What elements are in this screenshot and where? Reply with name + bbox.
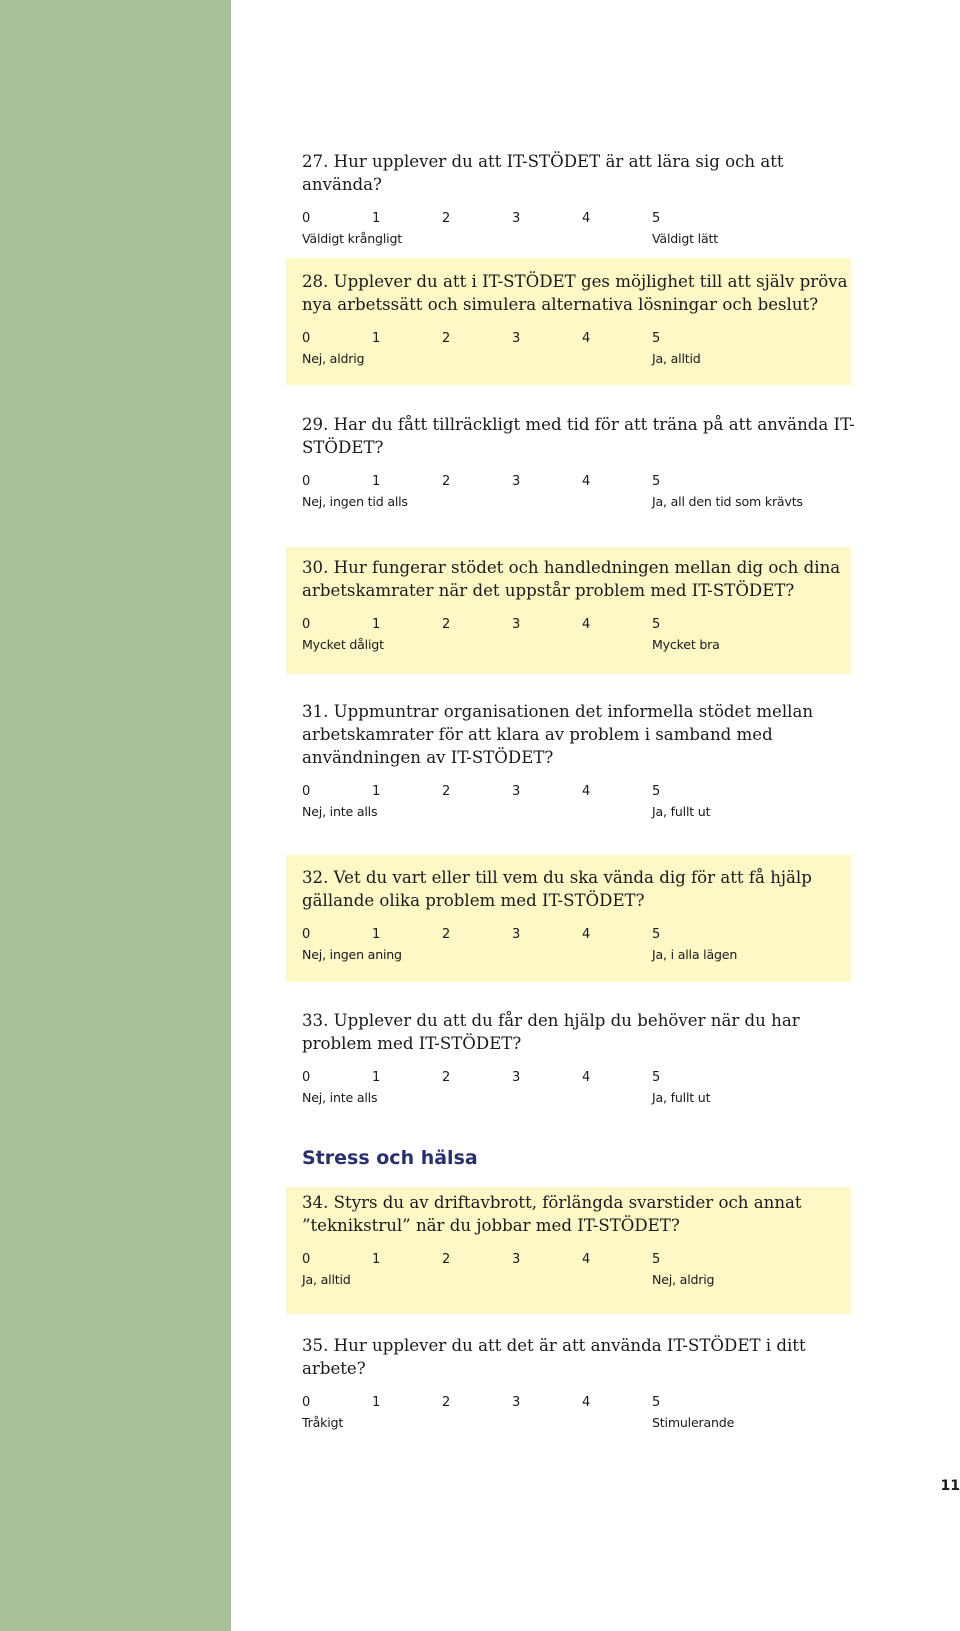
scale-option-2[interactable]: 2	[442, 474, 451, 489]
scale-option-0[interactable]: 0	[302, 1070, 311, 1085]
question-text: 33. Upplever du att du får den hjälp du behöver när du har problem med IT-STÖDET?	[302, 1011, 800, 1053]
scale-low-label: Nej, inte alls	[302, 804, 378, 819]
scale-option-0[interactable]: 0	[302, 784, 311, 799]
scale-low-label: Mycket dåligt	[302, 637, 384, 652]
scale-low-label: Tråkigt	[302, 1415, 344, 1430]
question-text: 30. Hur fungerar stödet och handledningen mellan dig och dina arbetskamrater när det uppstår problem med IT-STÖDET?	[302, 558, 841, 600]
scale-option-1[interactable]: 1	[372, 331, 381, 346]
scale-anchors	[302, 1271, 862, 1289]
rating-scale	[302, 1069, 862, 1087]
scale-low-label: Nej, aldrig	[302, 351, 365, 366]
scale-low-label: Nej, inte alls	[302, 1090, 378, 1105]
scale-option-1[interactable]: 1	[372, 211, 381, 226]
rating-scale	[302, 926, 862, 944]
scale-option-2[interactable]: 2	[442, 1395, 451, 1410]
question-31	[302, 700, 862, 821]
scale-option-3[interactable]: 3	[512, 211, 521, 226]
rating-scale	[302, 783, 862, 801]
question-text: 32. Vet du vart eller till vem du ska vända dig för att få hjälp gällande olika problem med IT-STÖDET?	[302, 868, 812, 910]
scale-option-0[interactable]: 0	[302, 211, 311, 226]
sidebar-stripe	[0, 0, 231, 1631]
scale-high-label: Ja, fullt ut	[652, 804, 711, 819]
scale-high-label: Ja, i alla lägen	[652, 947, 738, 962]
scale-option-1[interactable]: 1	[372, 1070, 381, 1085]
scale-option-3[interactable]: 3	[512, 617, 521, 632]
question-33	[302, 1009, 862, 1107]
scale-option-4[interactable]: 4	[582, 474, 591, 489]
rating-scale	[302, 330, 862, 348]
question-text: 31. Uppmuntrar organisationen det informella stödet mellan arbetskamrater för att klara av problem i samband med användningen av IT-STÖDET?	[302, 702, 814, 767]
scale-option-5[interactable]: 5	[652, 474, 661, 489]
scale-option-3[interactable]: 3	[512, 474, 521, 489]
question-text: 29. Har du fått tillräckligt med tid för att träna på att använda IT-STÖDET?	[302, 415, 855, 457]
scale-option-0[interactable]: 0	[302, 1252, 311, 1267]
scale-option-3[interactable]: 3	[512, 1395, 521, 1410]
scale-anchors	[302, 493, 862, 511]
scale-option-3[interactable]: 3	[512, 927, 521, 942]
scale-option-1[interactable]: 1	[372, 474, 381, 489]
scale-option-5[interactable]: 5	[652, 1395, 661, 1410]
scale-option-1[interactable]: 1	[372, 1252, 381, 1267]
scale-option-2[interactable]: 2	[442, 927, 451, 942]
scale-high-label: Ja, fullt ut	[652, 1090, 711, 1105]
scale-option-0[interactable]: 0	[302, 617, 311, 632]
scale-low-label: Väldigt krångligt	[302, 231, 402, 246]
scale-option-5[interactable]: 5	[652, 784, 661, 799]
rating-scale	[302, 1394, 862, 1412]
question-34	[302, 1191, 862, 1289]
scale-high-label: Mycket bra	[652, 637, 720, 652]
scale-option-0[interactable]: 0	[302, 927, 311, 942]
scale-option-3[interactable]: 3	[512, 784, 521, 799]
rating-scale	[302, 210, 862, 228]
scale-high-label: Nej, aldrig	[652, 1272, 715, 1287]
scale-anchors	[302, 636, 862, 654]
scale-option-2[interactable]: 2	[442, 617, 451, 632]
page-number: 11	[940, 1478, 960, 1494]
rating-scale	[302, 1251, 862, 1269]
question-28	[302, 270, 862, 368]
rating-scale	[302, 473, 862, 491]
scale-option-4[interactable]: 4	[582, 331, 591, 346]
section-heading: Stress och hälsa	[302, 1147, 478, 1169]
scale-anchors	[302, 1414, 862, 1432]
question-text: 28. Upplever du att i IT-STÖDET ges möjlighet till att själv pröva nya arbetssätt och simulera alternativa lösningar och beslut?	[302, 272, 848, 314]
scale-option-2[interactable]: 2	[442, 1070, 451, 1085]
scale-high-label: Ja, alltid	[652, 351, 701, 366]
scale-low-label: Nej, ingen tid alls	[302, 494, 408, 509]
question-27	[302, 150, 862, 248]
scale-option-4[interactable]: 4	[582, 927, 591, 942]
scale-option-4[interactable]: 4	[582, 211, 591, 226]
scale-high-label: Ja, all den tid som krävts	[652, 494, 803, 509]
scale-anchors	[302, 803, 862, 821]
scale-option-5[interactable]: 5	[652, 1070, 661, 1085]
scale-option-1[interactable]: 1	[372, 1395, 381, 1410]
scale-option-4[interactable]: 4	[582, 1252, 591, 1267]
scale-option-4[interactable]: 4	[582, 1395, 591, 1410]
scale-low-label: Nej, ingen aning	[302, 947, 402, 962]
scale-anchors	[302, 946, 862, 964]
scale-option-1[interactable]: 1	[372, 784, 381, 799]
scale-option-0[interactable]: 0	[302, 474, 311, 489]
scale-option-2[interactable]: 2	[442, 784, 451, 799]
scale-option-5[interactable]: 5	[652, 211, 661, 226]
scale-high-label: Väldigt lätt	[652, 231, 718, 246]
scale-option-3[interactable]: 3	[512, 331, 521, 346]
question-32	[302, 866, 862, 964]
scale-option-5[interactable]: 5	[652, 927, 661, 942]
scale-option-5[interactable]: 5	[652, 1252, 661, 1267]
question-29	[302, 413, 862, 511]
question-text: 34. Styrs du av driftavbrott, förlängda svarstider och annat ”teknikstrul” när du jobbar med IT-STÖDET?	[302, 1193, 802, 1235]
scale-option-4[interactable]: 4	[582, 784, 591, 799]
scale-option-3[interactable]: 3	[512, 1252, 521, 1267]
scale-option-2[interactable]: 2	[442, 1252, 451, 1267]
question-30	[302, 556, 862, 654]
scale-option-4[interactable]: 4	[582, 617, 591, 632]
question-text: 27. Hur upplever du att IT-STÖDET är att lära sig och att använda?	[302, 152, 784, 194]
scale-option-1[interactable]: 1	[372, 617, 381, 632]
question-text: 35. Hur upplever du att det är att använda IT-STÖDET i ditt arbete?	[302, 1336, 806, 1378]
scale-anchors	[302, 350, 862, 368]
question-35	[302, 1334, 862, 1432]
scale-option-0[interactable]: 0	[302, 331, 311, 346]
rating-scale	[302, 616, 862, 634]
scale-anchors	[302, 1089, 862, 1107]
scale-anchors	[302, 230, 862, 248]
scale-option-2[interactable]: 2	[442, 211, 451, 226]
scale-option-4[interactable]: 4	[582, 1070, 591, 1085]
scale-option-0[interactable]: 0	[302, 1395, 311, 1410]
scale-option-1[interactable]: 1	[372, 927, 381, 942]
scale-low-label: Ja, alltid	[302, 1272, 351, 1287]
scale-option-5[interactable]: 5	[652, 617, 661, 632]
scale-option-5[interactable]: 5	[652, 331, 661, 346]
scale-high-label: Stimulerande	[652, 1415, 735, 1430]
scale-option-2[interactable]: 2	[442, 331, 451, 346]
scale-option-3[interactable]: 3	[512, 1070, 521, 1085]
